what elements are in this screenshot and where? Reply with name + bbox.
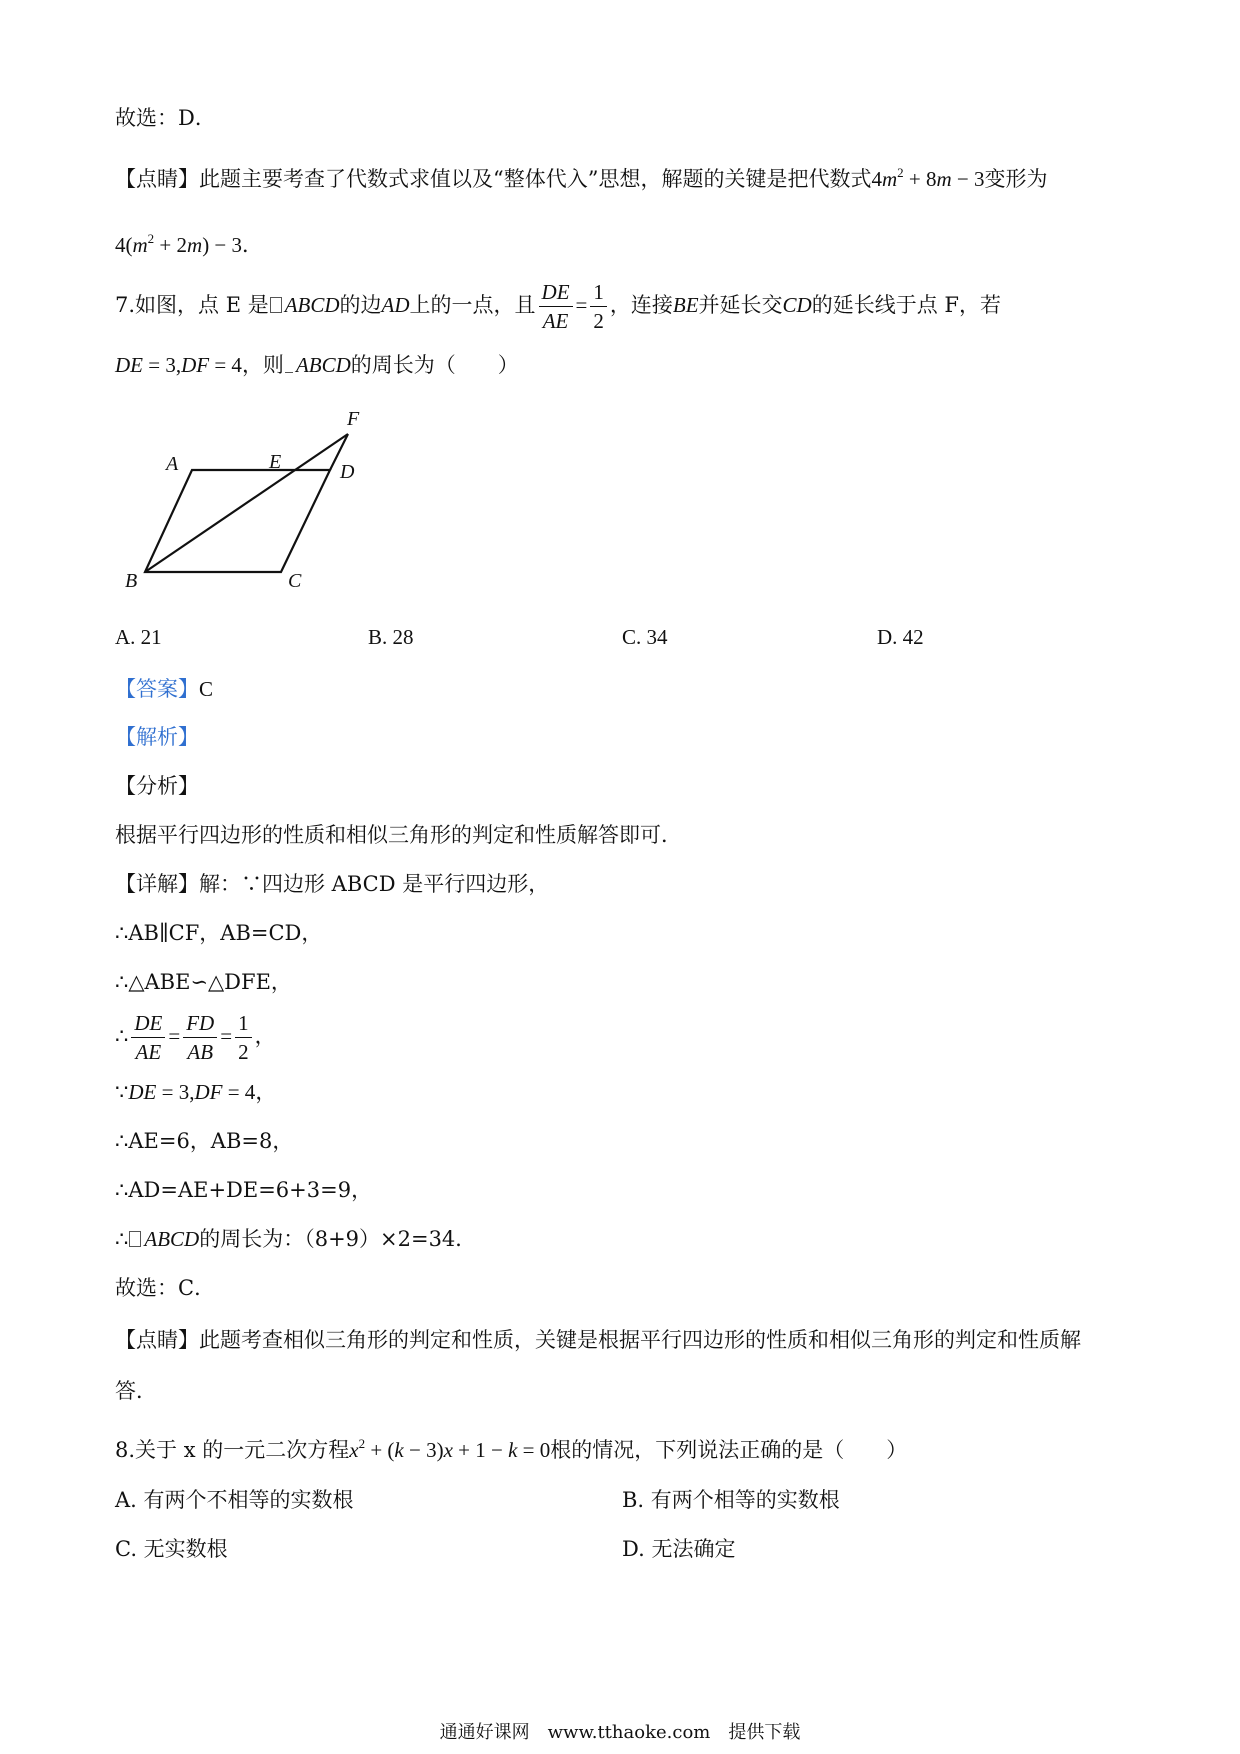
q7-analysis-tag: 【解析】 (115, 725, 199, 749)
q7-fenxi-tag: 【分析】 (115, 774, 199, 798)
fraction-half: $\frac{1}{2}$ (590, 278, 607, 335)
footer-watermark: 通通好课网 www.tthaoke.com 提供下载 (439, 1722, 801, 1743)
q8-option-a[interactable]: A. 有两个不相等的实数根 (115, 1488, 354, 1512)
q7-stem-line1: 7.如图，点 E 是 ABCD的边AD上的一点，且 $\frac{DE}{AE}$ = $\frac{1}{2}$ ，连接BE并延长交CD的延长线于点 F，若 (115, 280, 1001, 333)
expr1: $4m^2 + 8m - 3$ (871, 165, 985, 191)
parallelogram-symbol (285, 358, 293, 373)
comment-tag: 【点睛】 (115, 167, 199, 191)
label-d: D (340, 461, 355, 483)
q7-detail-3: ∴△ABE∽△DFE， (115, 970, 292, 994)
q8-stem: 8.关于 x 的一元二次方程$x^2 + (k - 3)x + 1 - k = 0$根的情况，下列说法正确的是（ ） (115, 1436, 908, 1462)
q7-detail-2: ∴AB∥CF，AB=CD， (115, 921, 323, 945)
q7-figure (115, 400, 415, 600)
q6-comment (115, 158, 1048, 194)
q7-comment-2: 答． (115, 1379, 157, 1403)
comment-text: 此题主要考查了代数式求值以及“整体代入”思想，解题的关键是把代数式 (199, 167, 872, 191)
q7-option-b[interactable]: B. 28 (368, 625, 414, 649)
parallelogram-symbol (129, 1231, 141, 1247)
q8-option-c[interactable]: C. 无实数根 (115, 1537, 228, 1561)
q7-option-c[interactable]: C. 34 (622, 625, 668, 649)
q7-choice: 故选：C． (115, 1276, 216, 1300)
label-c: C (288, 570, 302, 592)
q7-detail-5: ∵DE = 3,DF = 4， (115, 1080, 277, 1104)
q7-comment-1: 【点睛】此题考查相似三角形的判定和性质，关键是根据平行四边形的性质和相似三角形的判定和性质解 (115, 1328, 1081, 1352)
q7-detail-7: ∴AD=AE+DE=6+3=9， (115, 1178, 373, 1202)
expr2: $4(m^2 + 2m) - 3$ (115, 231, 243, 257)
parallelogram-symbol (270, 297, 282, 313)
q7-detail-6: ∴AE=6，AB=8， (115, 1129, 294, 1153)
q8-option-b[interactable]: B. 有两个相等的实数根 (622, 1488, 840, 1512)
label-b: B (125, 570, 138, 592)
q7-detail-1: 【详解】解：∵四边形 ABCD 是平行四边形， (115, 872, 550, 896)
label-e: E (269, 451, 282, 473)
q7-option-d[interactable]: D. 42 (877, 625, 924, 649)
label-a: A (166, 453, 179, 475)
q7-option-a[interactable]: A. 21 (115, 625, 162, 649)
q7-detail-8: ∴ ABCD的周长为：（8+9）×2=34． (115, 1227, 477, 1251)
q6-choice: 故选：D． (115, 106, 216, 130)
comment-end: 变形为 (984, 167, 1048, 191)
fraction-de-ae: $\frac{DE}{AE}$ (539, 278, 573, 335)
q7-stem-line2: DE = 3,DF = 4，则 ABCD的周长为（ ） (115, 353, 519, 377)
parallelogram-abcd (145, 470, 330, 572)
q8-option-d[interactable]: D. 无法确定 (622, 1537, 736, 1561)
q7-detail-4: ∴ $\frac{DE}{AE}$ = $\frac{FD}{AB}$ = $\frac{1}{2}$ ， (115, 1011, 276, 1064)
q6-expr2-line: $4(m^2 + 2m) - 3$． (115, 231, 264, 257)
q7-answer: 【答案】C (115, 677, 214, 701)
q7-fenxi: 根据平行四边形的性质和相似三角形的判定和性质解答即可． (115, 823, 682, 847)
label-f: F (347, 408, 360, 430)
